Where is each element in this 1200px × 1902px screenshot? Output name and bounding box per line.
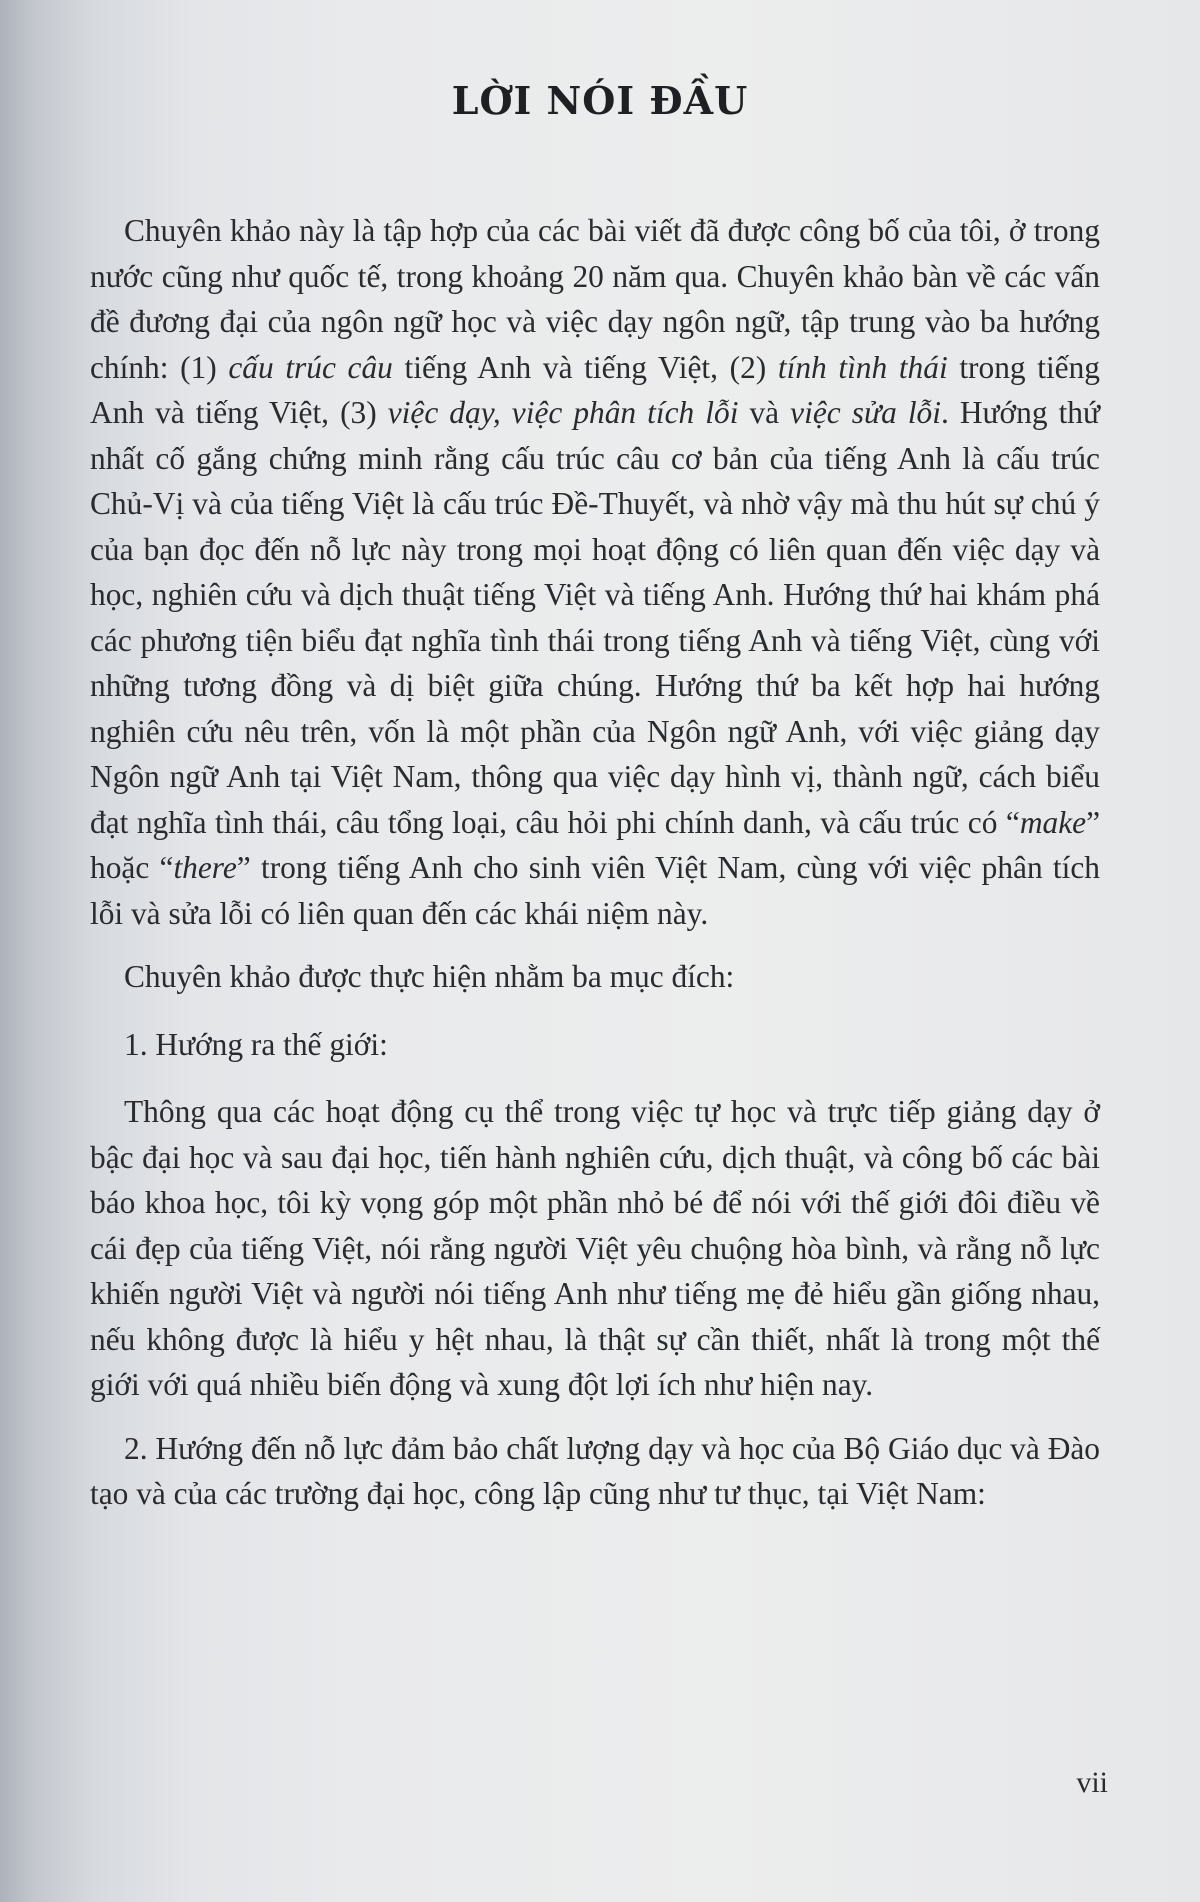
page-number: vii bbox=[1076, 1766, 1108, 1799]
intro-text-1: Chuyên khảo này là tập hợp của các bài viết đã được công bố của tôi, ở trong nước cũng như quốc tế, trong khoảng 20 năm qua. Chuyên khảo bàn về các vấn đề đương đại của ngôn ngữ học và việc dạy ngôn ngữ, tập trung vào ba hướng chính: (1) bbox=[90, 213, 1100, 385]
intro-text-5: . Hướng thứ nhất cố gắng chứng minh rằng cấu trúc câu cơ bản của tiếng Anh là cấu trúc Chủ-Vị và của tiếng Việt là cấu trúc Đề-Thuyết, và nhờ vậy mà thu hút sự chú ý của bạn đọc đến nỗ lực này trong mọi hoạt động có liên quan đến việc dạy và học, nghiên cứu và dịch thuật tiếng Việt và tiếng Anh. Hướng thứ hai khám phá các phương tiện biểu đạt nghĩa tình thái trong tiếng Anh và tiếng Việt, cùng với những tương đồng và dị biệt giữa chúng. Hướng thứ ba kết hợp hai hướng nghiên cứu nêu trên, vốn là một phần của Ngôn ngữ Anh, với việc giảng dạy Ngôn ngữ Anh tại Việt Nam, thông qua việc dạy hình vị, thành ngữ, cách biểu đạt nghĩa tình thái, câu tổng loại, câu hỏi phi chính danh, và cấu trúc có “ bbox=[90, 395, 1100, 840]
intro-text-3: trong tiếng Anh và tiếng Việt, (3) bbox=[90, 349, 1100, 430]
emphasis-sentence-structure: cấu trúc câu bbox=[228, 349, 393, 385]
emphasis-teaching-error-analysis: việc dạy, việc phân tích lỗi bbox=[387, 395, 739, 430]
item-2-paragraph: 2. Hướng đến nỗ lực đảm bảo chất lượng dạy và học của Bộ Giáo dục và Đào tạo và của các trường đại học, công lập cũng như tư thục, tại Việt Nam: bbox=[90, 1430, 1100, 1511]
intro-text-7: ” trong tiếng Anh cho sinh viên Việt Nam, cùng với việc phân tích lỗi và sửa lỗi có liên quan đến các khái niệm này. bbox=[90, 850, 1100, 931]
item-1-paragraph: Thông qua các hoạt động cụ thể trong việc tự học và trực tiếp giảng dạy ở bậc đại học và sau đại học, tiến hành nghiên cứu, dịch thuật, và công bố các bài báo khoa học, tôi kỳ vọng góp một phần nhỏ bé để nói với thế giới đôi điều về cái đẹp của tiếng Việt, nói rằng người Việt yêu chuộng hòa bình, và rằng nỗ lực khiến người Việt và người nói tiếng Anh như tiếng mẹ đẻ hiểu gần giống nhau, nếu không được là hiểu y hệt nhau, là thật sự cần thiết, nhất là trong một thế giới với quá nhiều biến động và xung đột lợi ích như hiện nay. bbox=[90, 1094, 1100, 1402]
intro-text-4: và bbox=[738, 395, 791, 430]
emphasis-error-correction: việc sửa lỗi bbox=[790, 395, 941, 430]
body-text bbox=[90, 208, 1100, 1535]
page-title: LỜI NÓI ĐẦU bbox=[451, 78, 749, 123]
emphasis-make: make bbox=[1019, 804, 1087, 840]
intro-text-2: tiếng Anh và tiếng Việt, (2) bbox=[392, 349, 778, 385]
emphasis-modality: tính tình thái bbox=[777, 349, 948, 385]
intro-text-6: ” hoặc “ bbox=[90, 804, 1100, 885]
purposes-intro: Chuyên khảo được thực hiện nhằm ba mục đích: bbox=[124, 959, 735, 994]
intro-paragraph bbox=[90, 208, 1100, 936]
emphasis-there: there bbox=[173, 850, 237, 885]
item-1-heading: 1. Hướng ra thế giới: bbox=[124, 1026, 388, 1062]
